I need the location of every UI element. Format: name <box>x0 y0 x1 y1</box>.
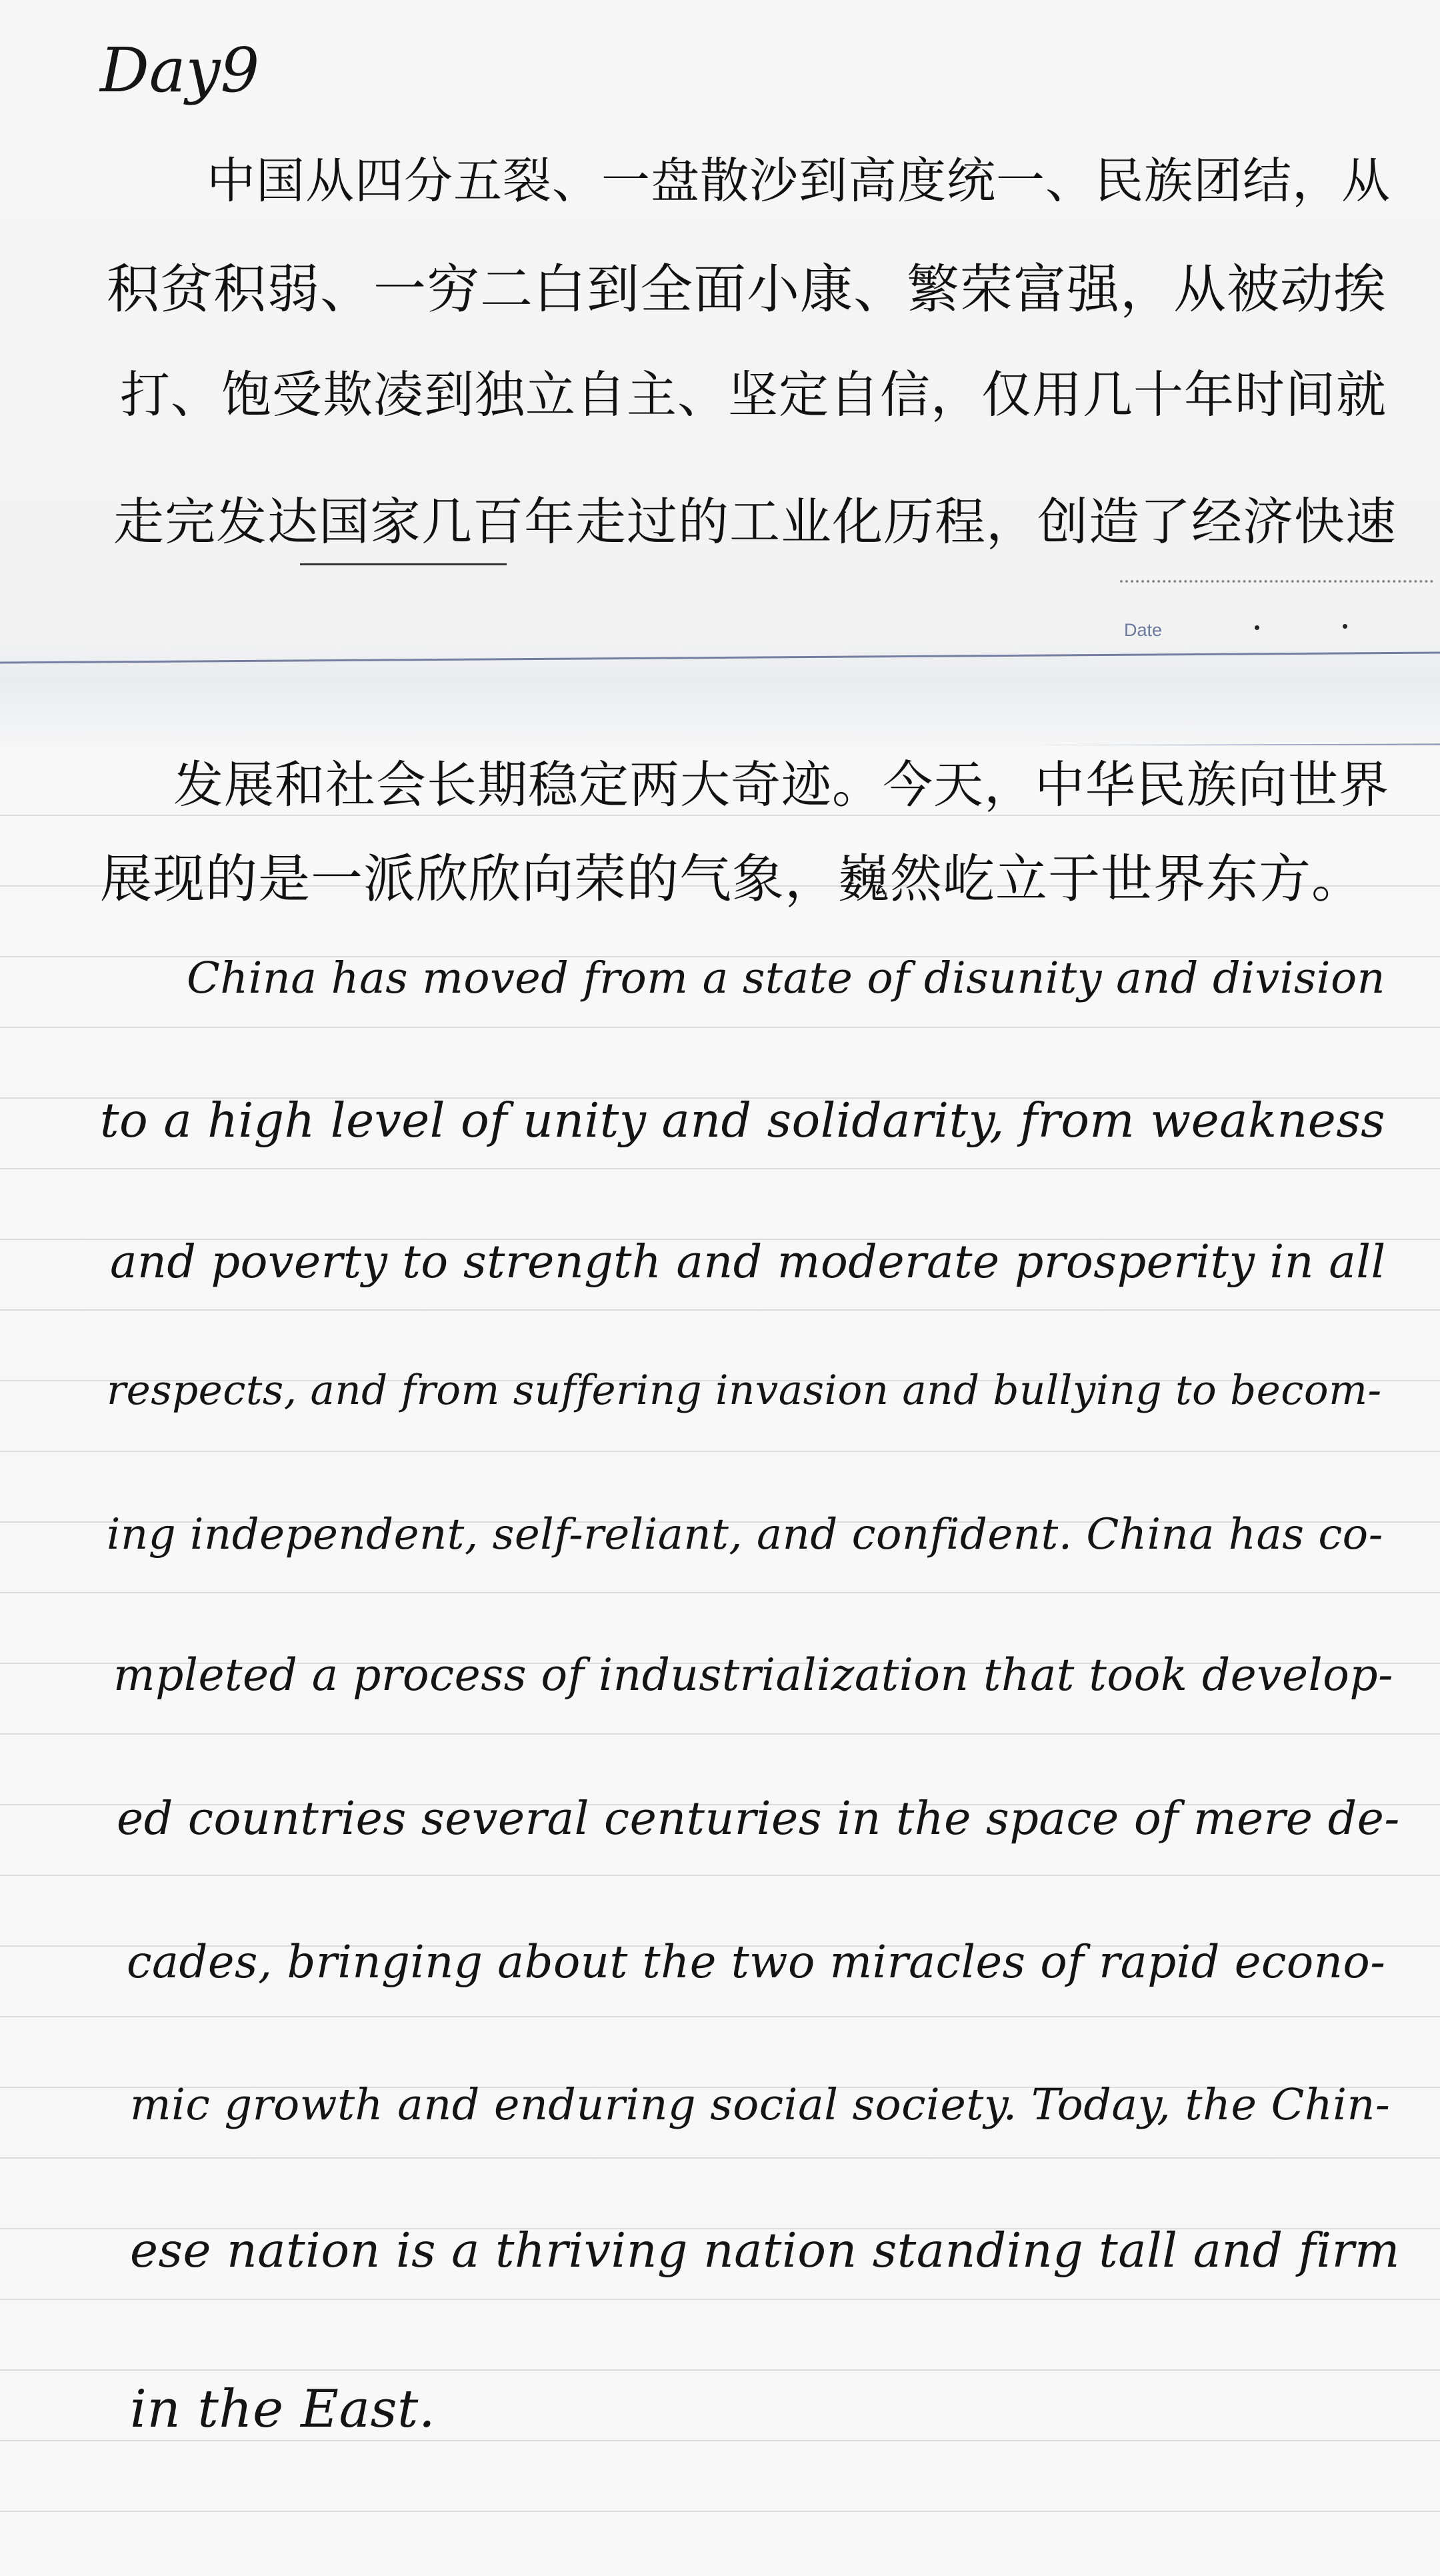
english-line: and poverty to strength and moderate prosperity in all <box>110 1236 1386 1289</box>
english-line: ese nation is a thriving nation standing tall and firm <box>130 2223 1400 2278</box>
english-line: ing independent, self-reliant, and confident. China has co- <box>107 1510 1383 1559</box>
page-title: Day9 <box>100 35 260 106</box>
english-line: respects, and from suffering invasion and bullying to becom- <box>107 1367 1382 1414</box>
chinese-line: 发展和社会长期稳定两大奇迹。今天，中华民族向世界 <box>173 755 1390 814</box>
chinese-line: 积贫积弱、一穷二白到全面小康、繁荣富强，从被动挨 <box>107 259 1387 320</box>
date-dot <box>1343 624 1347 629</box>
chinese-line: 走完发达国家几百年走过的工业化历程，创造了经济快速 <box>113 492 1397 551</box>
english-line: in the East. <box>130 2379 436 2439</box>
chinese-line: 打、饱受欺凌到独立自主、坚定自信，仅用几十年时间就 <box>120 365 1387 424</box>
english-line: mic growth and enduring social society. Today, the Chin- <box>130 2080 1391 2130</box>
english-line: mpleted a process of industrialization that took develop- <box>113 1649 1393 1701</box>
handwritten-underline <box>300 563 507 565</box>
chinese-line: 展现的是一派欣欣向荣的气象，巍然屹立于世界东方。 <box>100 849 1365 909</box>
date-label: Date <box>1124 620 1163 640</box>
english-line: China has moved from a state of disunity and division <box>187 953 1386 1003</box>
date-dot <box>1255 625 1259 630</box>
date-rule <box>1120 580 1433 583</box>
english-line: ed countries several centuries in the space of mere de- <box>117 1793 1400 1845</box>
english-line: cades, bringing about the two miracles of rapid econo- <box>127 1936 1386 1988</box>
english-line: to a high level of unity and solidarity, from weakness <box>100 1093 1386 1148</box>
chinese-line: 中国从四分五裂、一盘散沙到高度统一、民族团结，从 <box>207 153 1391 209</box>
